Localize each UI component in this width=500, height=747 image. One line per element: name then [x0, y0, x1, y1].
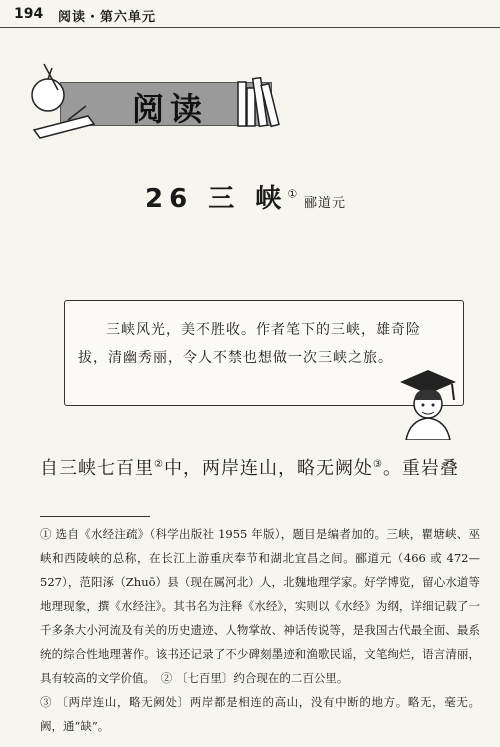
- books-icon: [238, 78, 279, 127]
- graduate-cartoon-icon: [392, 360, 462, 440]
- running-head: 阅读・第六单元: [58, 10, 157, 25]
- body-text-part: 中，两岸连山，略无阙处: [163, 458, 373, 479]
- footnote-rule: [40, 516, 150, 517]
- apple-pencil-icon: [32, 64, 94, 138]
- intro-text: 三峡风光，美不胜收。作者笔下的三峡，雄奇险拔，清幽秀丽，令人不禁也想做一次三峡之旅。: [78, 322, 421, 366]
- lesson-footnote-mark: ①: [287, 187, 298, 201]
- lesson-title: [145, 178, 297, 215]
- footnote-3: ③ 〔两岸连山，略无阙处〕两岸都是相连的高山，没有中断的地方。略无，毫无。阙，通“缺”。: [40, 695, 480, 733]
- body-text: [40, 454, 459, 480]
- footnotes: [40, 522, 480, 738]
- footnote-1: ① 选自《水经注疏》（科学出版社 1955 年版），题目是编者加的。三峡，瞿塘峡、巫峡和西陵峡的总称，在长江上游重庆奉节和湖北宜昌之间。郦道元（466 或 472—527），范阳涿（Zhuō）县（现在属河北）人，北魏地理学家。好学博览，留心水道等地理现象，撰《水经注》。其书名为注释《水经》，实则以《水经》为纲，详细记载了一千多条大小河流及有关的历史遗迹、人物掌故、神话传说等，是我国古代最全面、最系统的综合性地理著作。该书还记录了不少碑刻墨迹和渔歌民谣，文笔绚烂，语言清丽，具有较高的文学价值。 ② 〔七百里〕约合现在的二百公里。: [40, 527, 480, 685]
- section-title: 阅读: [132, 90, 209, 128]
- lesson-number: 26: [145, 184, 194, 214]
- footnote-mark: ③: [372, 459, 383, 470]
- page-number: 194: [14, 6, 44, 22]
- footnote-mark: ②: [154, 459, 164, 470]
- lesson-name: 三 峡: [208, 184, 288, 214]
- header-rule: [0, 27, 500, 28]
- body-text-part: 。重岩叠: [382, 458, 459, 479]
- body-text-part: 自三峡七百里: [40, 458, 154, 479]
- author-name: 郦道元: [304, 196, 347, 211]
